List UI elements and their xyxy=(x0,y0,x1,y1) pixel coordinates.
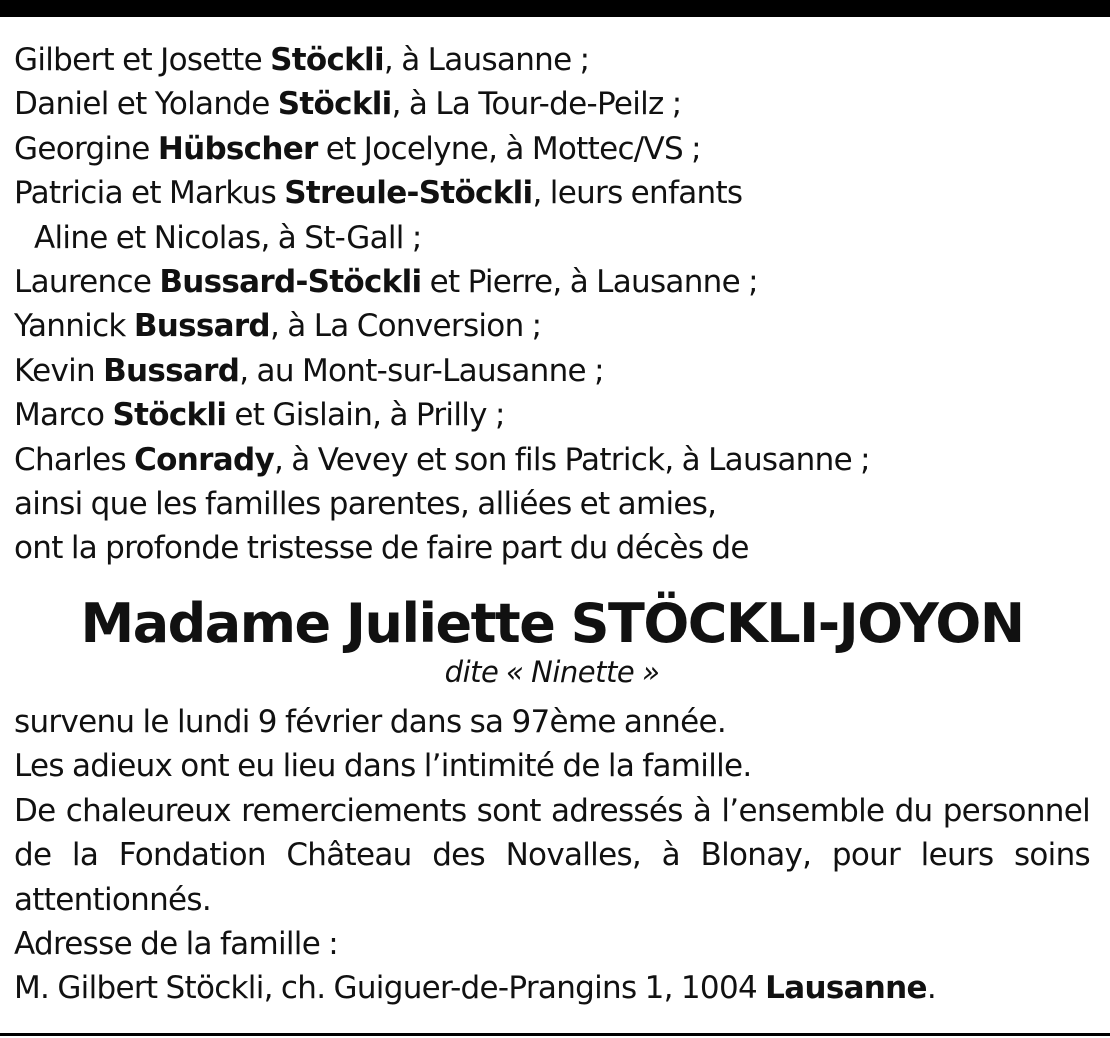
farewell-line: Les adieux ont eu lieu dans l’intimité de la famille. xyxy=(14,748,752,785)
family-line-text: , à Vevey et son fils Patrick, à Lausanne ; xyxy=(273,441,870,478)
family-line-9 xyxy=(14,393,1090,437)
bottom-border-rule xyxy=(0,1033,1110,1036)
family-line-1 xyxy=(14,38,1090,82)
family-surname: Stöckli xyxy=(112,397,227,434)
family-line-text: , au Mont-sur-Lausanne ; xyxy=(239,352,604,389)
family-address xyxy=(14,966,1090,1010)
family-line-text: Daniel et Yolande xyxy=(14,86,278,123)
address-text: M. Gilbert Stöckli, ch. Guiguer-de-Prangins 1, 1004 xyxy=(14,970,766,1007)
family-surname: Bussard-Stöckli xyxy=(159,264,422,301)
deceased-name: Madame Juliette STÖCKLI-JOYON xyxy=(80,591,1024,655)
family-line-text: Gilbert et Josette xyxy=(14,42,271,78)
family-line-text: Aline et Nicolas, à St-Gall ; xyxy=(34,219,422,256)
family-surname: Stöckli xyxy=(277,86,392,123)
family-line-text: Patricia et Markus xyxy=(14,175,285,212)
family-line-text: Marco xyxy=(14,397,113,434)
family-line-text: et Gislain, à Prilly ; xyxy=(226,397,505,434)
family-line-text: , à La Conversion ; xyxy=(269,308,542,345)
thanks-paragraph: De chaleureux remerciements sont adressés à l’ensemble du personnel de la Fondation Château des Novalles, à Blonay, pour leurs soins attentionnés. xyxy=(14,792,1090,918)
address-text: . xyxy=(926,970,937,1007)
family-line-text: , leurs enfants xyxy=(532,175,743,212)
family-line-5 xyxy=(14,216,1090,260)
family-surname: Streule-Stöckli xyxy=(284,175,533,212)
family-line-text: , à Lausanne ; xyxy=(383,42,590,78)
family-list xyxy=(14,38,1090,482)
family-surname: Hübscher xyxy=(157,130,318,167)
family-line-7 xyxy=(14,304,1090,348)
top-border-rule xyxy=(0,0,1110,17)
family-surname: Conrady xyxy=(134,441,274,478)
family-line-text: Laurence xyxy=(14,264,160,301)
deceased-nickname: dite « Ninette » xyxy=(444,654,660,689)
family-line-text: , à La Tour-de-Peilz ; xyxy=(391,86,682,123)
family-line-10 xyxy=(14,438,1090,482)
family-line-3 xyxy=(14,127,1090,171)
family-line-4 xyxy=(14,171,1090,215)
closing-line-1: ainsi que les familles parentes, alliées et amies, xyxy=(14,486,717,523)
family-line-text: Yannick xyxy=(14,308,134,345)
family-line-2 xyxy=(14,82,1090,126)
family-surname: Bussard xyxy=(103,352,240,389)
obituary-notice xyxy=(14,38,1090,1011)
family-line-text: et Jocelyne, à Mottec/VS ; xyxy=(317,130,701,167)
family-line-text: Kevin xyxy=(14,352,104,389)
address-city: Lausanne xyxy=(765,970,927,1007)
closing-line-2: ont la profonde tristesse de faire part du décès de xyxy=(14,530,749,567)
family-line-8 xyxy=(14,349,1090,393)
family-surname: Bussard xyxy=(133,308,270,345)
family-line-text: Charles xyxy=(14,441,135,478)
address-label: Adresse de la famille : xyxy=(14,925,338,962)
family-line-6 xyxy=(14,260,1090,304)
family-surname: Stöckli xyxy=(270,42,384,78)
family-line-text: et Pierre, à Lausanne ; xyxy=(421,264,758,301)
death-date-line: survenu le lundi 9 février dans sa 97ème année. xyxy=(14,703,727,740)
family-line-text: Georgine xyxy=(14,130,158,167)
